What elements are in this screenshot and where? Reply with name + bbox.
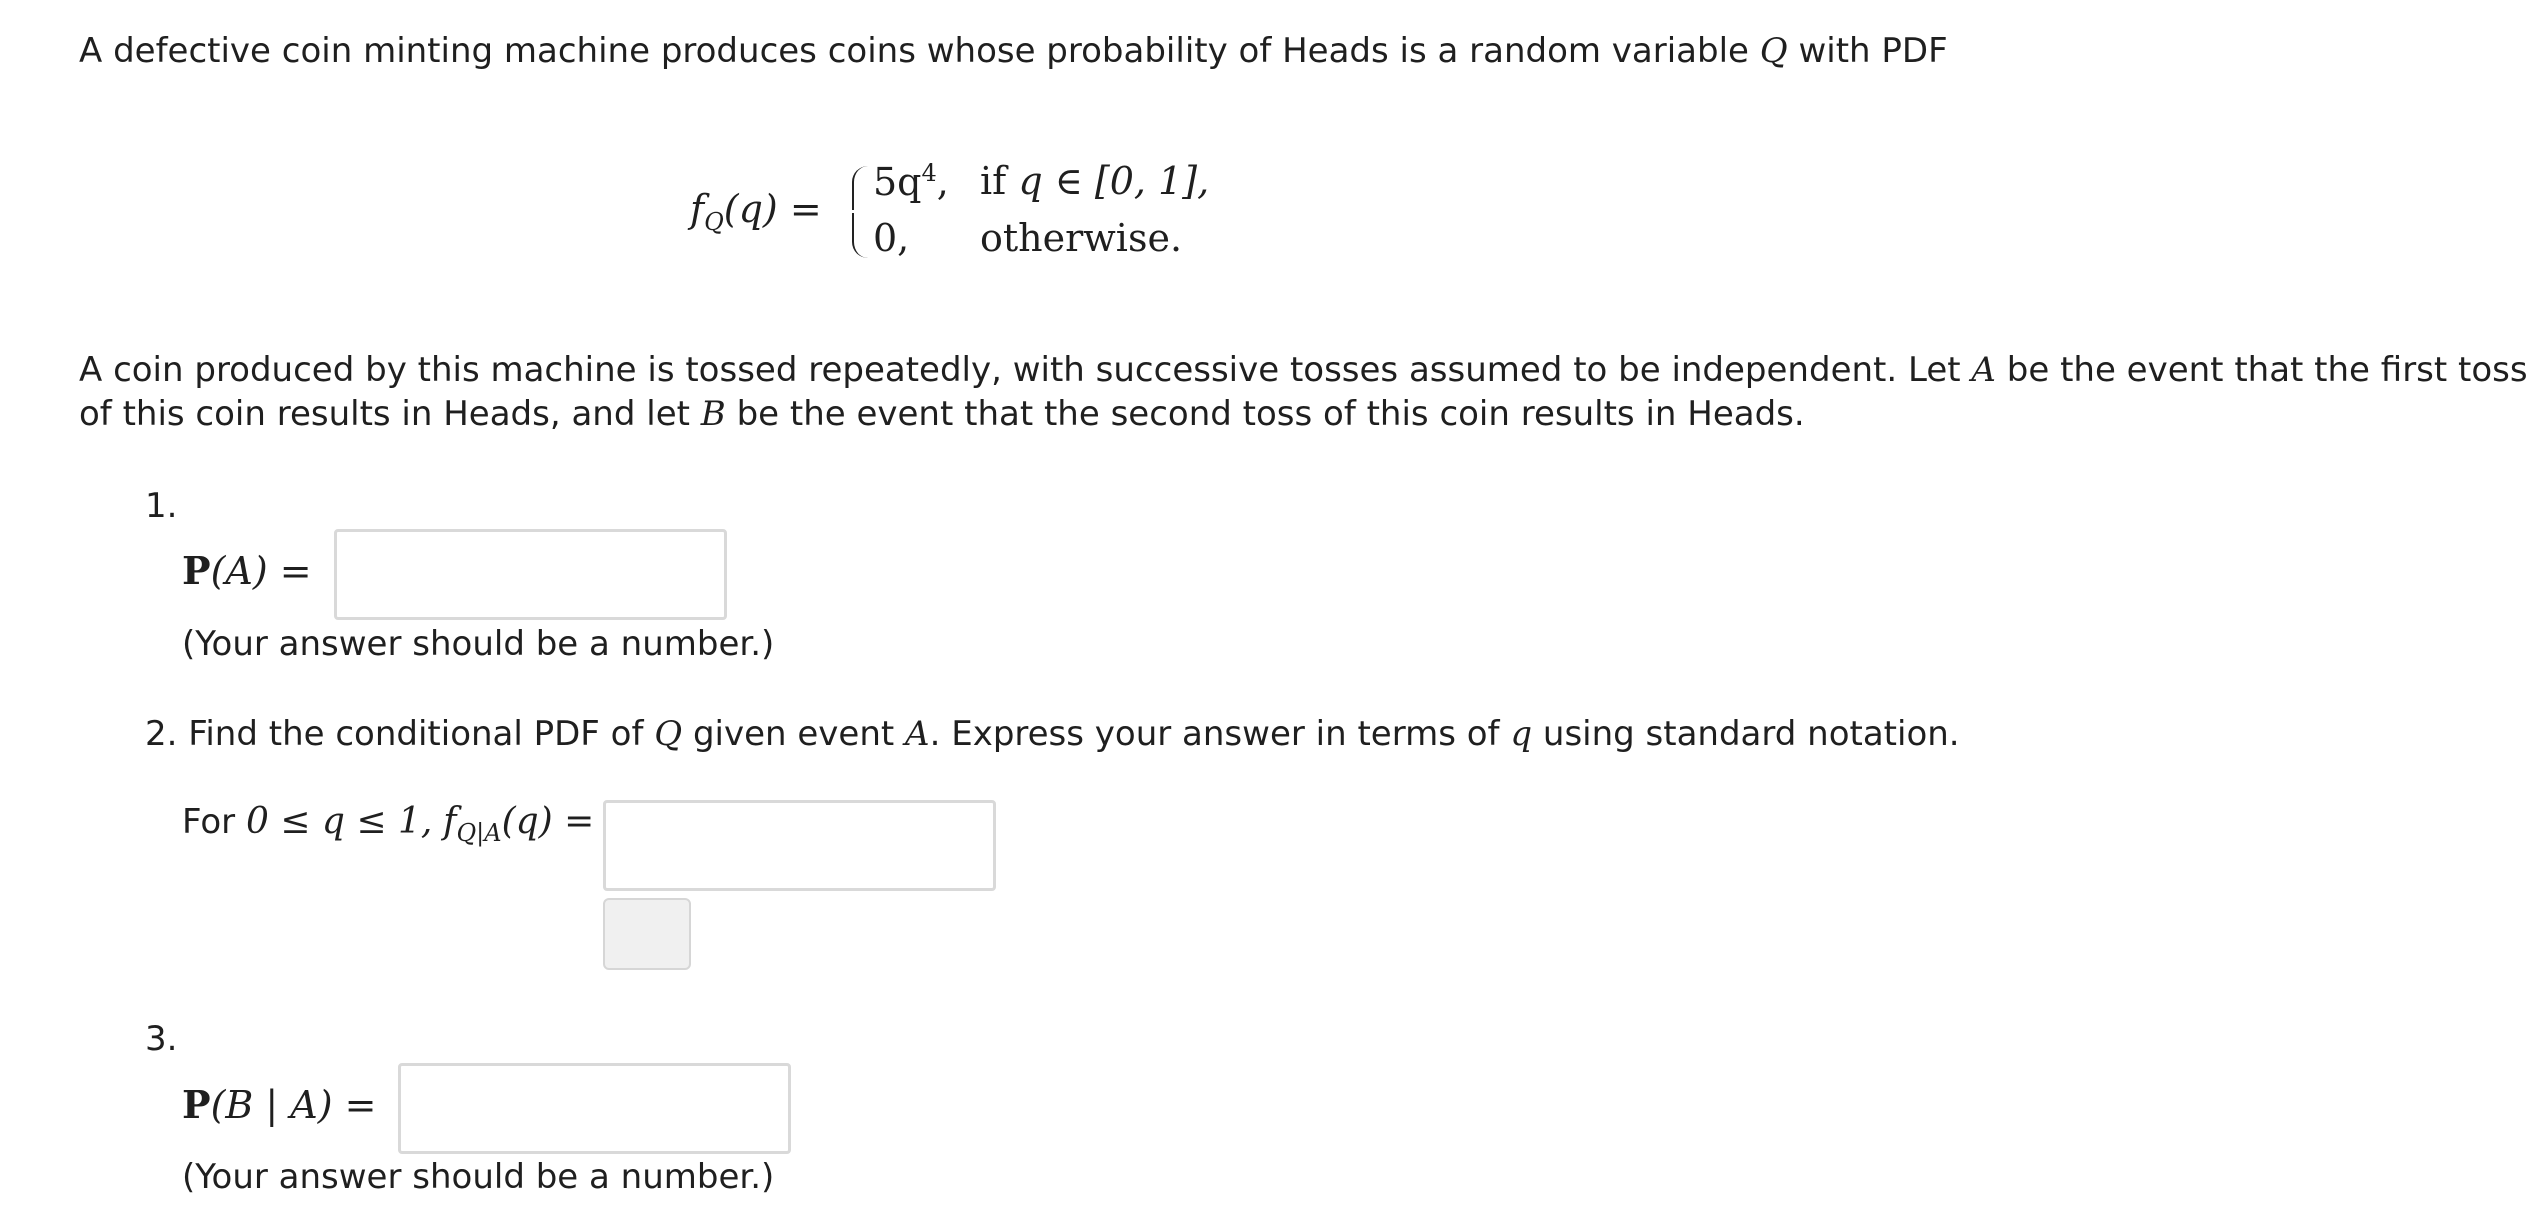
q1-p-symbol: P	[182, 548, 211, 593]
q2-range: 0 ≤ q ≤ 1,	[245, 801, 433, 842]
q1-number: 1.	[145, 486, 178, 526]
setup-line-2	[79, 392, 1805, 436]
pdf-f: f	[690, 187, 705, 231]
q2-for-word: For	[182, 802, 236, 842]
q3-label-rest: (B | A) =	[210, 1083, 377, 1127]
pdf-case1-condition	[980, 159, 1209, 203]
var-q-lower: q	[1510, 714, 1533, 754]
var-q: Q	[654, 714, 683, 754]
pdf-case2-condition: otherwise.	[980, 216, 1183, 260]
q3-hint: (Your answer should be a number.)	[182, 1157, 775, 1197]
case1-comma: ,	[936, 160, 949, 204]
q2-f-subscript: Q|A	[456, 819, 502, 847]
q1-label	[182, 546, 312, 596]
pdf-lhs	[690, 187, 822, 236]
q2-text	[145, 712, 1960, 756]
q2-preview-button[interactable]	[603, 898, 691, 970]
setup-text: of this coin results in Heads, and let	[79, 394, 690, 434]
q1-answer-input[interactable]	[334, 529, 727, 620]
pdf-case1-value	[873, 159, 949, 204]
var-b: B	[700, 394, 726, 434]
q3-number: 3.	[145, 1019, 178, 1059]
q2-answer-label	[182, 800, 594, 855]
setup-line-1	[79, 348, 2528, 392]
q3-label	[182, 1080, 376, 1130]
intro-text-part: with PDF	[1798, 31, 1948, 71]
var-q: Q	[1759, 31, 1788, 71]
q2-text-part: given event	[692, 714, 895, 754]
q2-text-part: using standard notation.	[1542, 714, 1960, 754]
case1-value: 5q	[873, 160, 922, 204]
q1-label-rest: (A) =	[210, 549, 312, 593]
q2-text-part: Find the conditional PDF of	[188, 714, 644, 754]
brace-lower	[852, 213, 870, 258]
q2-number: 2.	[145, 714, 178, 754]
case1-if: if	[980, 159, 1007, 203]
q1-hint: (Your answer should be a number.)	[182, 624, 775, 664]
brace-upper	[852, 166, 870, 210]
q2-answer-input[interactable]	[603, 800, 996, 891]
q3-answer-input[interactable]	[398, 1063, 791, 1154]
var-a: A	[905, 714, 930, 754]
pdf-f-subscript: Q	[704, 208, 724, 236]
pdf-case2-value: 0,	[873, 216, 910, 260]
intro-text	[79, 29, 1948, 73]
q2-f-rest: (q) =	[501, 801, 595, 842]
q3-p-symbol: P	[182, 1082, 211, 1127]
pdf-lhs-arg: (q) =	[723, 187, 822, 231]
q2-f: f	[443, 801, 457, 842]
case1-exponent: 4	[921, 159, 937, 187]
q2-text-part: . Express your answer in terms of	[929, 714, 1500, 754]
case1-condition: q ∈ [0, 1],	[1018, 159, 1210, 203]
var-a: A	[1971, 350, 1996, 390]
setup-text: A coin produced by this machine is tossed repeatedly, with successive tosses assumed to be independent. Let	[79, 350, 1961, 390]
setup-text: be the event that the first toss	[2006, 350, 2528, 390]
setup-text: be the event that the second toss of this coin results in Heads.	[736, 394, 1805, 434]
intro-text-part: A defective coin minting machine produces coins whose probability of Heads is a random variable	[79, 31, 1749, 71]
